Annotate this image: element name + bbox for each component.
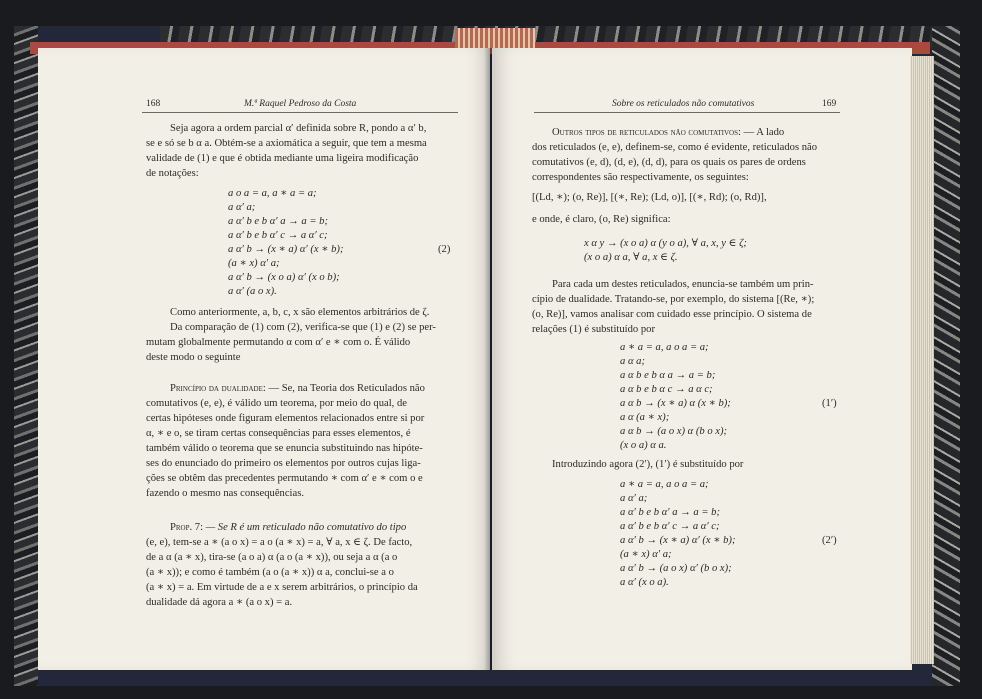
prop-first-line [170,521,406,534]
page-number: 168 [146,99,161,109]
p1-first-line [552,126,784,139]
text-line: (o, Re)], vamos analisar com cuidado esse princípio. O sistema de [532,309,812,320]
text-span: — Se, na Teoria dos Reticulados não [268,383,425,394]
formula-number: (2′) [822,535,837,546]
text-line: Para cada um destes reticulados, enuncia-se também um prin- [552,279,814,290]
formula-line: a α′ b → (x o a) α′ (x o b); [228,272,340,283]
formula-line: a α b e b α c → a α c; [620,384,713,395]
formula-line: (x o a) α a, ∀ a, x ∈ ζ. [584,252,678,263]
formula-line: a α a; [620,356,645,367]
text-line: deste modo o seguinte [146,352,241,363]
formula-line: a α′ b e b α′ c → a α′ c; [228,230,328,241]
prop-title: Prop. 7: [170,522,204,533]
text-line: (e, e), tem-se a ∗ (a o x) = a o (a ∗ x) = a, ∀ a, x ∈ ζ. De facto, [146,537,413,548]
text-line: e onde, é claro, (o, Re) significa: [532,214,671,225]
text-line: (a ∗ x)); e como é também (a o (a ∗ x)) α a, conclui-se a o [146,567,394,578]
text-line: relações (1) é substituído por [532,324,655,335]
text-line: Seja agora a ordem parcial α′ definida sobre R, pondo a α′ b, [170,123,427,134]
text-line: Como anteriormente, a, b, c, x são elementos arbitrários de ζ. [170,307,430,318]
formula-line: a o a = a, a ∗ a = a; [228,188,317,199]
formula-line: a α′ a; [228,202,256,213]
text-line: cípio de dualidade. Tratando-se, por exemplo, do sistema [(Re, ∗); [532,294,815,305]
formula-line: a α′ (x o a). [620,577,669,588]
running-head: M.ª Raquel Pedroso da Costa [244,99,357,109]
formula-line: a α′ b → (a o x) α′ (b o x); [620,563,732,574]
formula-number: (1′) [822,398,837,409]
formula-line: a ∗ a = a, a o a = a; [620,479,709,490]
formula-line: a α b → (x ∗ a) α (x ∗ b); [620,398,731,409]
pairs-line: [(Ld, ∗); (o, Re)], [(∗, Re); (Ld, o)], [(∗, Rd); (o, Rd)], [532,192,767,203]
text-line: mutam globalmente permutando α com α′ e ∗ com o. É válido [146,337,411,348]
header-rule [534,112,840,113]
text-line: correspondentes são respectivamente, os seguintes: [532,172,749,183]
principle-title: Princípio da dualidade: [170,383,266,394]
formula-line: a α (a ∗ x); [620,412,670,423]
text-span: — A lado [743,127,785,138]
text-line: (a ∗ x) = a. Em virtude de a e x serem arbitrários, o princípio da [146,582,418,593]
text-line: comutativos (e, e), é válido um teorema, por meio do qual, de [146,398,407,409]
formula-line: a α′ b e b α′ c → a α′ c; [620,521,720,532]
text-line: de a α (a ∗ x), tira-se (a o a) α (a o (a ∗ x)), ou seja a α (a o [146,552,398,563]
marbled-left-edge [14,26,38,686]
text-line: dualidade dá agora a ∗ (a o x) = a. [146,597,293,608]
text-line: ses do enunciado do primeiro os elementos por outros cujas liga- [146,458,421,469]
text-line: comutativos (e, d), (d, e), (d, d), para os quais os pares de ordens [532,157,806,168]
formula-line: a α′ a; [620,493,648,504]
page-fore-edge [910,56,934,664]
formula-line: a α′ b e b α′ a → a = b; [228,216,328,227]
formula-line: a ∗ a = a, a o a = a; [620,342,709,353]
text-line: ções se obtêm das precedentes permutando ∗ com α′ e ∗ com o e [146,473,423,484]
text-line: dos reticulados (e, e), definem-se, como é evidente, reticulados não [532,142,818,153]
left-page [38,48,490,670]
text-line: certas hipóteses onde figuram elementos relacionados entre si por [146,413,425,424]
text-line: Introduzindo agora (2′), (1′) é substituído por [552,459,744,470]
formula-number: (2) [438,244,451,255]
text-span: — Se R é um reticulado não comutativo do tipo [205,522,407,533]
principle-first-line [170,382,425,395]
text-line: também válido o teorema que se enuncia substituindo nas hipóte- [146,443,423,454]
text-line: se e só se b α a. Obtém-se a axiomática a seguir, que tem a mesma [146,138,427,149]
header-rule [142,112,458,113]
formula-line: a α′ b e b α′ a → a = b; [620,507,720,518]
page-number: 169 [822,99,837,109]
formula-line: a α′ b → (x ∗ a) α′ (x ∗ b); [228,244,344,255]
formula-line: (a ∗ x) α′ a; [228,258,280,269]
formula-line: (x o a) α a. [620,440,667,451]
formula-line: (a ∗ x) α′ a; [620,549,672,560]
formula-line: x α y → (x o a) α (y o a), ∀ a, x, y ∈ ζ; [584,238,747,249]
text-line: validade de (1) e que é obtida mediante uma ligeira modificação [146,153,419,164]
text-line: α, ∗ e o, se tiram certas consequências para esses elementos, é [146,428,411,439]
formula-line: a α′ (a o x). [228,286,277,297]
marbled-right-edge [932,26,960,686]
headband [455,28,535,48]
formula-line: a α′ b → (x ∗ a) α′ (x ∗ b); [620,535,736,546]
text-line: de notações: [146,168,199,179]
formula-line: a α b → (a o x) α (b o x); [620,426,728,437]
text-line: fazendo o mesmo nas consequências. [146,488,304,499]
p1-title: Outros tipos de reticulados não comutativos: [552,127,741,138]
right-page [492,48,912,670]
formula-line: a α b e b α a → a = b; [620,370,716,381]
text-line: Da comparação de (1) com (2), verifica-se que (1) e (2) se per- [170,322,436,333]
running-head: Sobre os reticulados não comutativos [612,99,755,109]
